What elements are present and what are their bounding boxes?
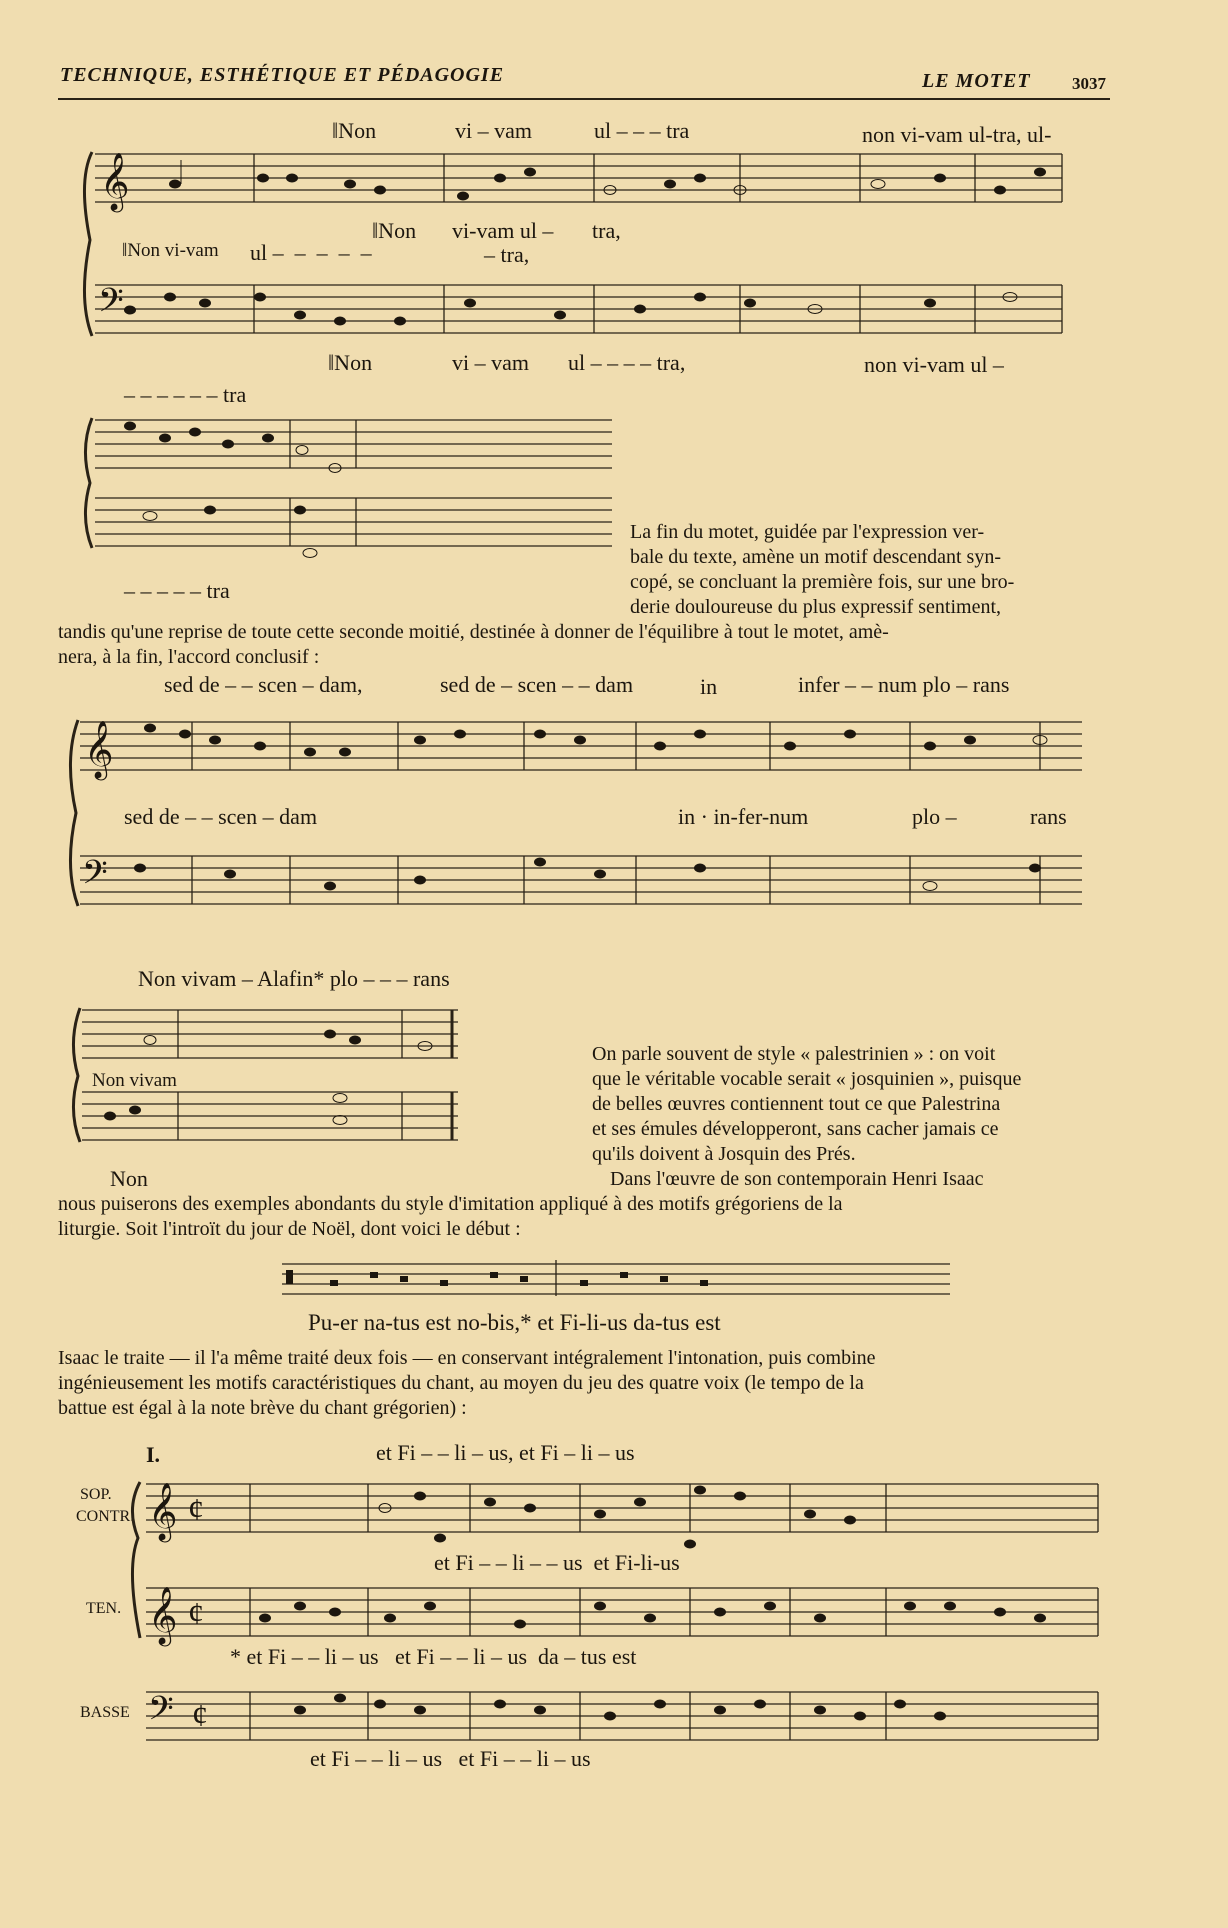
paragraph-2-full-line: liturgie. Soit l'introït du jour de Noël, dont voici le début :: [58, 1218, 521, 1240]
ex3-lyric-top: Non vivam – Alafin* plo – – – rans: [138, 966, 450, 991]
paragraph-2-line: et ses émules développeront, sans cacher jamais ce: [592, 1118, 999, 1140]
ex2-lyric-top-2: sed de – scen – – dam: [440, 672, 634, 697]
paragraph-1-line: copé, se concluant la première fois, sur une bro-: [630, 571, 1015, 593]
voice-label-contr: CONTR.: [76, 1508, 135, 1525]
paragraph-1-line: La fin du motet, guidée par l'expression ver-: [630, 521, 985, 543]
paragraph-2-line: On parle souvent de style « palestrinien » : on voit: [592, 1043, 996, 1065]
page-number: 3037: [1072, 74, 1106, 93]
ex1-lyric-bottom-1: ‖Non: [328, 350, 373, 375]
ex1-lyric-bottom-3: ul – – – – tra,: [568, 350, 686, 375]
paragraph-3-line: Isaac le traite — il l'a même traité deux fois — en conservant intégralement l'intonation, puis combine: [58, 1347, 876, 1369]
ex2-lyric-mid-3: plo –: [912, 804, 957, 829]
ex4-lyric-basse: et Fi – – li – us et Fi – – li – us: [310, 1746, 591, 1771]
running-head-left: TECHNIQUE, ESTHÉTIQUE ET PÉDAGOGIE: [60, 64, 505, 86]
ex1-lyric-top-3: ul – – – tra: [594, 118, 690, 143]
ex2-lyric-top-1: sed de – – scen – dam,: [164, 672, 363, 697]
paragraph-2: [592, 1042, 1110, 1192]
ex1-lyric-mid1-2: vi-vam ul –: [452, 218, 554, 243]
common-time-icon: ¢: [188, 1491, 204, 1527]
ex1-lyric-mid1-3: tra,: [592, 218, 621, 243]
treble-clef-icon: 𝄞: [148, 1483, 178, 1539]
paragraph-1-full-line: tandis qu'une reprise de toute cette seconde moitié, destinée à donner de l'équilibre à tout le motet, amè-: [58, 621, 889, 643]
ex4-lyric-sop: et Fi – – li – us, et Fi – li – us: [376, 1440, 635, 1465]
paragraph-1-line: bale du texte, amène un motif descendant syn-: [630, 546, 1001, 568]
ex3-lyric-mid: Non vivam: [92, 1070, 177, 1091]
treble-clef-icon: 𝄞: [100, 153, 130, 209]
ex1-lyric-bottom-2: vi – vam: [452, 350, 529, 375]
paragraph-1-full: [58, 620, 1110, 670]
paragraph-1: [630, 520, 1110, 620]
ex2-lyric-mid-4: rans: [1030, 804, 1067, 829]
treble-clef-icon: 𝄞: [148, 1587, 178, 1643]
ex1-lyric-mid1-1: ‖Non: [372, 218, 417, 243]
voice-label-basse: BASSE: [80, 1704, 130, 1721]
ex3-score: [0, 996, 480, 1156]
ex4-number: I.: [146, 1442, 161, 1467]
bass-clef-icon: 𝄢: [148, 1690, 174, 1735]
paragraph-2-full-line: nous puiserons des exemples abondants du style d'imitation appliqué à des motifs grégoriens de la: [58, 1193, 843, 1215]
ex2-lyric-mid-1: sed de – – scen – dam: [124, 804, 318, 829]
ex1-brace: [84, 152, 92, 336]
ex4-lyric-contr: et Fi – – li – – us et Fi-li-us: [434, 1550, 680, 1575]
voice-label-ten: TEN.: [86, 1600, 122, 1617]
paragraph-1-line: derie douloureuse du plus expressif sentiment,: [630, 596, 1002, 618]
paragraph-1-full-line: nera, à la fin, l'accord conclusif :: [58, 646, 320, 668]
bass-clef-icon: 𝄢: [98, 282, 124, 327]
ex1-lyric-top-2: vi – vam: [455, 118, 532, 143]
paragraph-2-line: que le véritable vocable serait « josquinien », puisque: [592, 1068, 1022, 1090]
ex1-lyric-top-1: ‖Non: [332, 118, 377, 143]
treble-clef-icon: 𝄞: [84, 721, 114, 777]
paragraph-2-line: qu'ils doivent à Josquin des Prés.: [592, 1143, 856, 1165]
header-rule: [58, 98, 1110, 100]
ex1-lyric-top-4: non vi-vam ul-tra, ul-: [862, 122, 1052, 147]
paragraph-2-line: Dans l'œuvre de son contemporain Henri Isaac: [610, 1168, 984, 1190]
ex1-lyric-mid2-2: ul – – – – –: [250, 240, 372, 265]
paragraph-3-line: battue est égal à la note brève du chant grégorien) :: [58, 1397, 467, 1419]
voice-label-sop: SOP.: [80, 1486, 112, 1503]
ex2-lyric-mid-2: in · in-fer-num: [678, 804, 809, 829]
ex1-lyric-mid2-3: – tra,: [484, 242, 530, 267]
ex1-staff-lower: [95, 285, 1062, 333]
common-time-icon: ¢: [188, 1595, 204, 1631]
paragraph-2-line: de belles œuvres contiennent tout ce que Palestrina: [592, 1093, 1001, 1115]
ex1-lyric-mid2-1: ‖Non vi-vam: [122, 240, 219, 261]
ex3-lyric-bottom: Non: [110, 1166, 148, 1191]
paragraph-3: [58, 1346, 1110, 1421]
chant-lyrics: Pu-er na-tus est no-bis,* et Fi-li-us da-tus est: [308, 1310, 721, 1335]
ex1-continuation-top: – – – – – – tra: [124, 382, 247, 407]
running-head-right: LE MOTET: [922, 70, 1031, 92]
ex4-score: [0, 1468, 1228, 1768]
paragraph-3-line: ingénieusement les motifs caractéristiques du chant, au moyen du jeu des quatre voix (le tempo de la: [58, 1372, 864, 1394]
ex1-continuation-score: [0, 408, 620, 568]
ex2-lyric-top-3: in: [700, 674, 718, 699]
bass-clef-icon: 𝄢: [82, 854, 108, 899]
ex1-staff-upper: [95, 154, 1062, 202]
paragraph-2-full: [58, 1192, 1110, 1242]
ex1-continuation-bottom: – – – – – tra: [124, 578, 230, 603]
ex1-lyric-bottom-4: non vi-vam ul –: [864, 352, 1004, 377]
chant-score: [0, 1256, 1228, 1316]
common-time-icon: ¢: [192, 1697, 208, 1733]
ex2-lyric-top-4: infer – – num plo – rans: [798, 672, 1010, 697]
ex4-lyric-ten: * et Fi – – li – us et Fi – – li – us da – tus est: [230, 1644, 637, 1669]
